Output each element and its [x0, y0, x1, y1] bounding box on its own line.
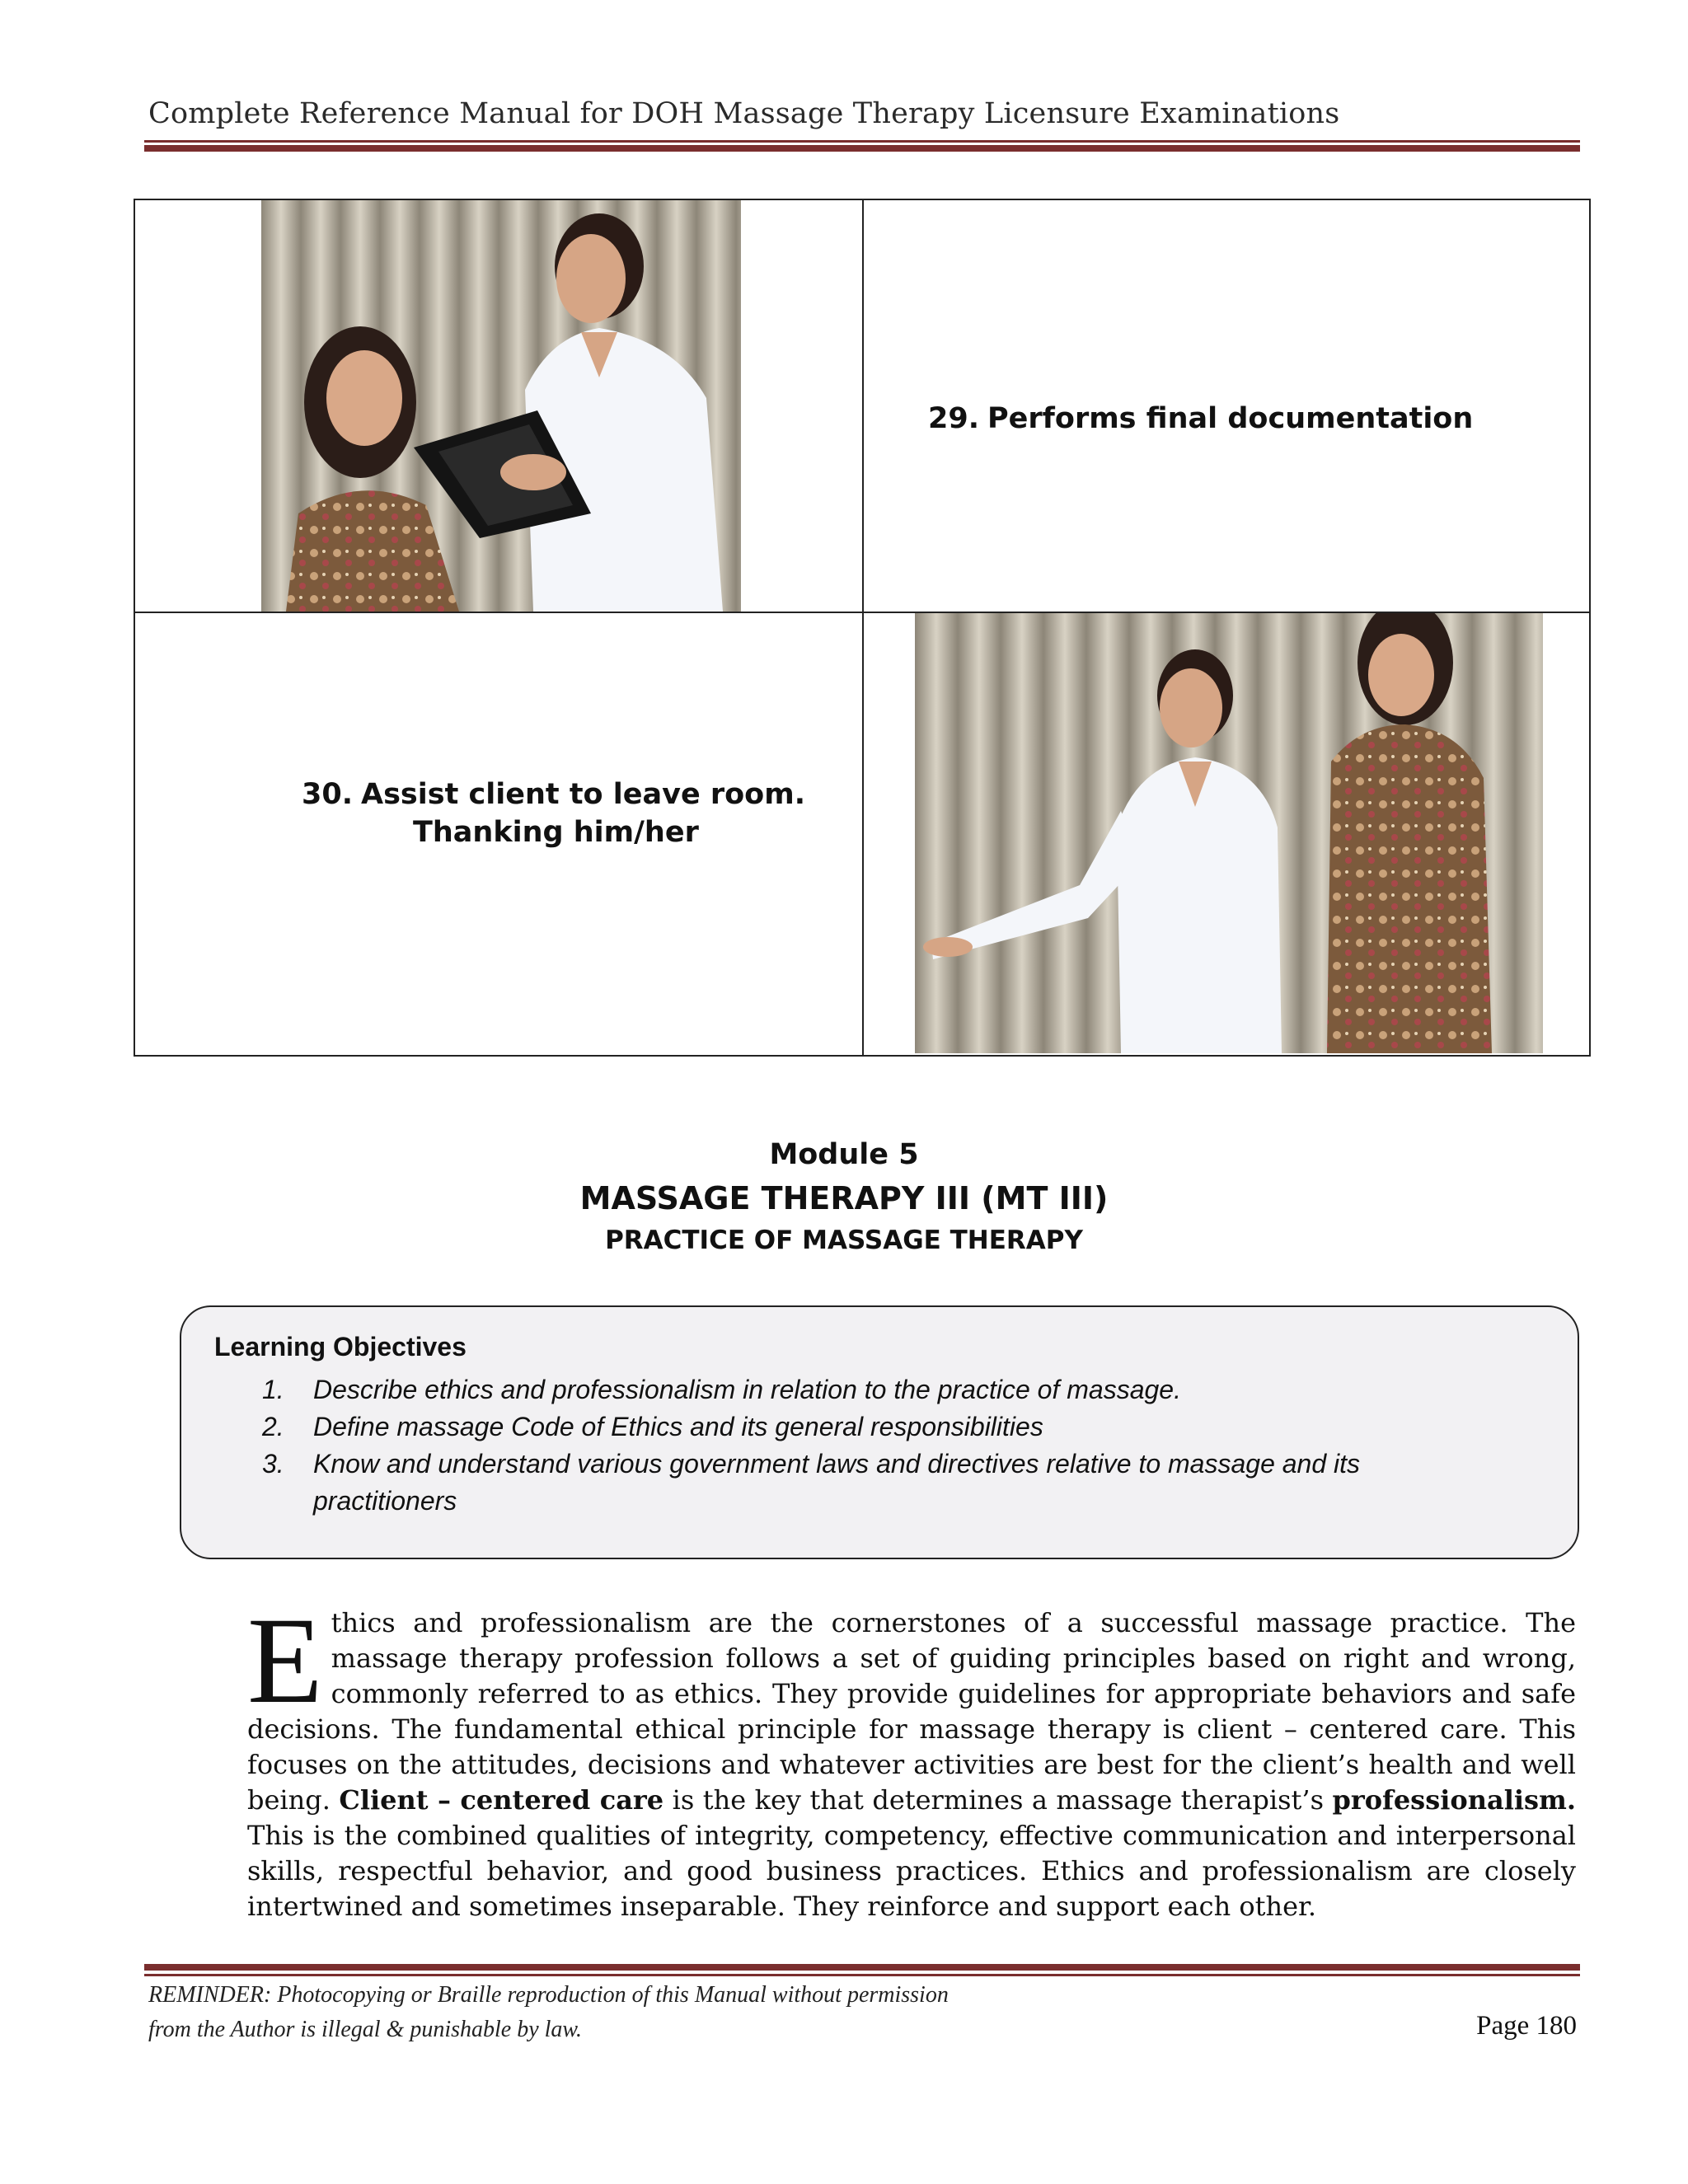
module-subtitle: PRACTICE OF MASSAGE THERAPY — [605, 1226, 1083, 1255]
footer-reminder-line1: REMINDER: Photocopying or Braille reproduction of this Manual without permission — [148, 1982, 949, 2008]
photo-leave-room — [915, 613, 1543, 1053]
footer-reminder-line2: from the Author is illegal & punishable by law. — [148, 2017, 583, 2042]
paragraph-text-2: is the key that determines a massage therapist’s — [663, 1784, 1333, 1816]
paragraph-text-3: This is the combined qualities of integrity, competency, effective communication and interpersonal skills, respectful behavior, and good business practices. Ethics and professionalism are closely intertwined and sometimes inseparable. They reinforce and support each other. — [247, 1820, 1576, 1922]
objective-item — [181, 1446, 1574, 1520]
objective-text: Describe ethics and professionalism in relation to the practice of massage. — [313, 1375, 1181, 1404]
objective-item — [181, 1408, 1574, 1446]
step-30-text-line1: Assist client to leave room. — [361, 778, 805, 811]
module-title: MASSAGE THERAPY III (MT III) — [579, 1180, 1109, 1216]
step-29-caption — [928, 402, 1473, 435]
footer-rule-thick — [144, 1964, 1580, 1971]
running-header: Complete Reference Manual for DOH Massage Therapy Licensure Examinations — [148, 97, 1340, 130]
objective-text: Define massage Code of Ethics and its general responsibilities — [313, 1412, 1043, 1441]
procedure-photo-table — [134, 199, 1591, 1057]
step-29-number: 29. — [928, 402, 980, 435]
learning-objectives-title: Learning Objectives — [214, 1332, 467, 1361]
photo-documentation — [261, 200, 741, 612]
objective-item — [181, 1371, 1574, 1408]
header-rule-thick — [144, 145, 1580, 152]
objective-number: 1. — [262, 1375, 284, 1404]
ethics-paragraph — [247, 1592, 1577, 1924]
paragraph-text-1: thics and professionalism are the cornerstones of a successful massage practice. The massage therapy profession follows a set of guiding principles based on right and wrong, commonly referred to as ethics. They provide guidelines for appropriate behaviors and safe decisions. The fundamental ethical principle for massage therapy is client – centered care. This focuses on the attitudes, decisions and whatever activities are best for the client’s health and well being. — [247, 1607, 1576, 1816]
learning-objectives-box — [180, 1305, 1579, 1559]
header-rule-thin — [144, 140, 1580, 143]
step-29-text: Performs final documentation — [987, 402, 1474, 435]
learning-objectives-list — [181, 1371, 1574, 1520]
drop-cap: E — [247, 1592, 323, 1729]
professionalism-term: professionalism. — [1332, 1784, 1577, 1816]
footer-rule-thin — [144, 1974, 1580, 1976]
photo-cell-documentation — [135, 200, 864, 613]
objective-text: Know and understand various government laws and directives relative to massage and its practitioners — [313, 1449, 1361, 1516]
step-30-cell — [135, 613, 864, 1055]
page-number: Page 180 — [1476, 2011, 1577, 2041]
step-30-caption — [302, 778, 805, 849]
module-label: Module 5 — [769, 1138, 919, 1171]
objective-number: 2. — [262, 1412, 284, 1441]
photo-cell-leave-room — [864, 613, 1589, 1055]
objective-number: 3. — [262, 1449, 284, 1479]
step-30-number: 30. — [302, 778, 354, 811]
step-29-cell — [864, 200, 1589, 613]
step-30-text-line2: Thanking him/her — [413, 816, 699, 849]
client-centered-care-term: Client – centered care — [339, 1784, 664, 1816]
